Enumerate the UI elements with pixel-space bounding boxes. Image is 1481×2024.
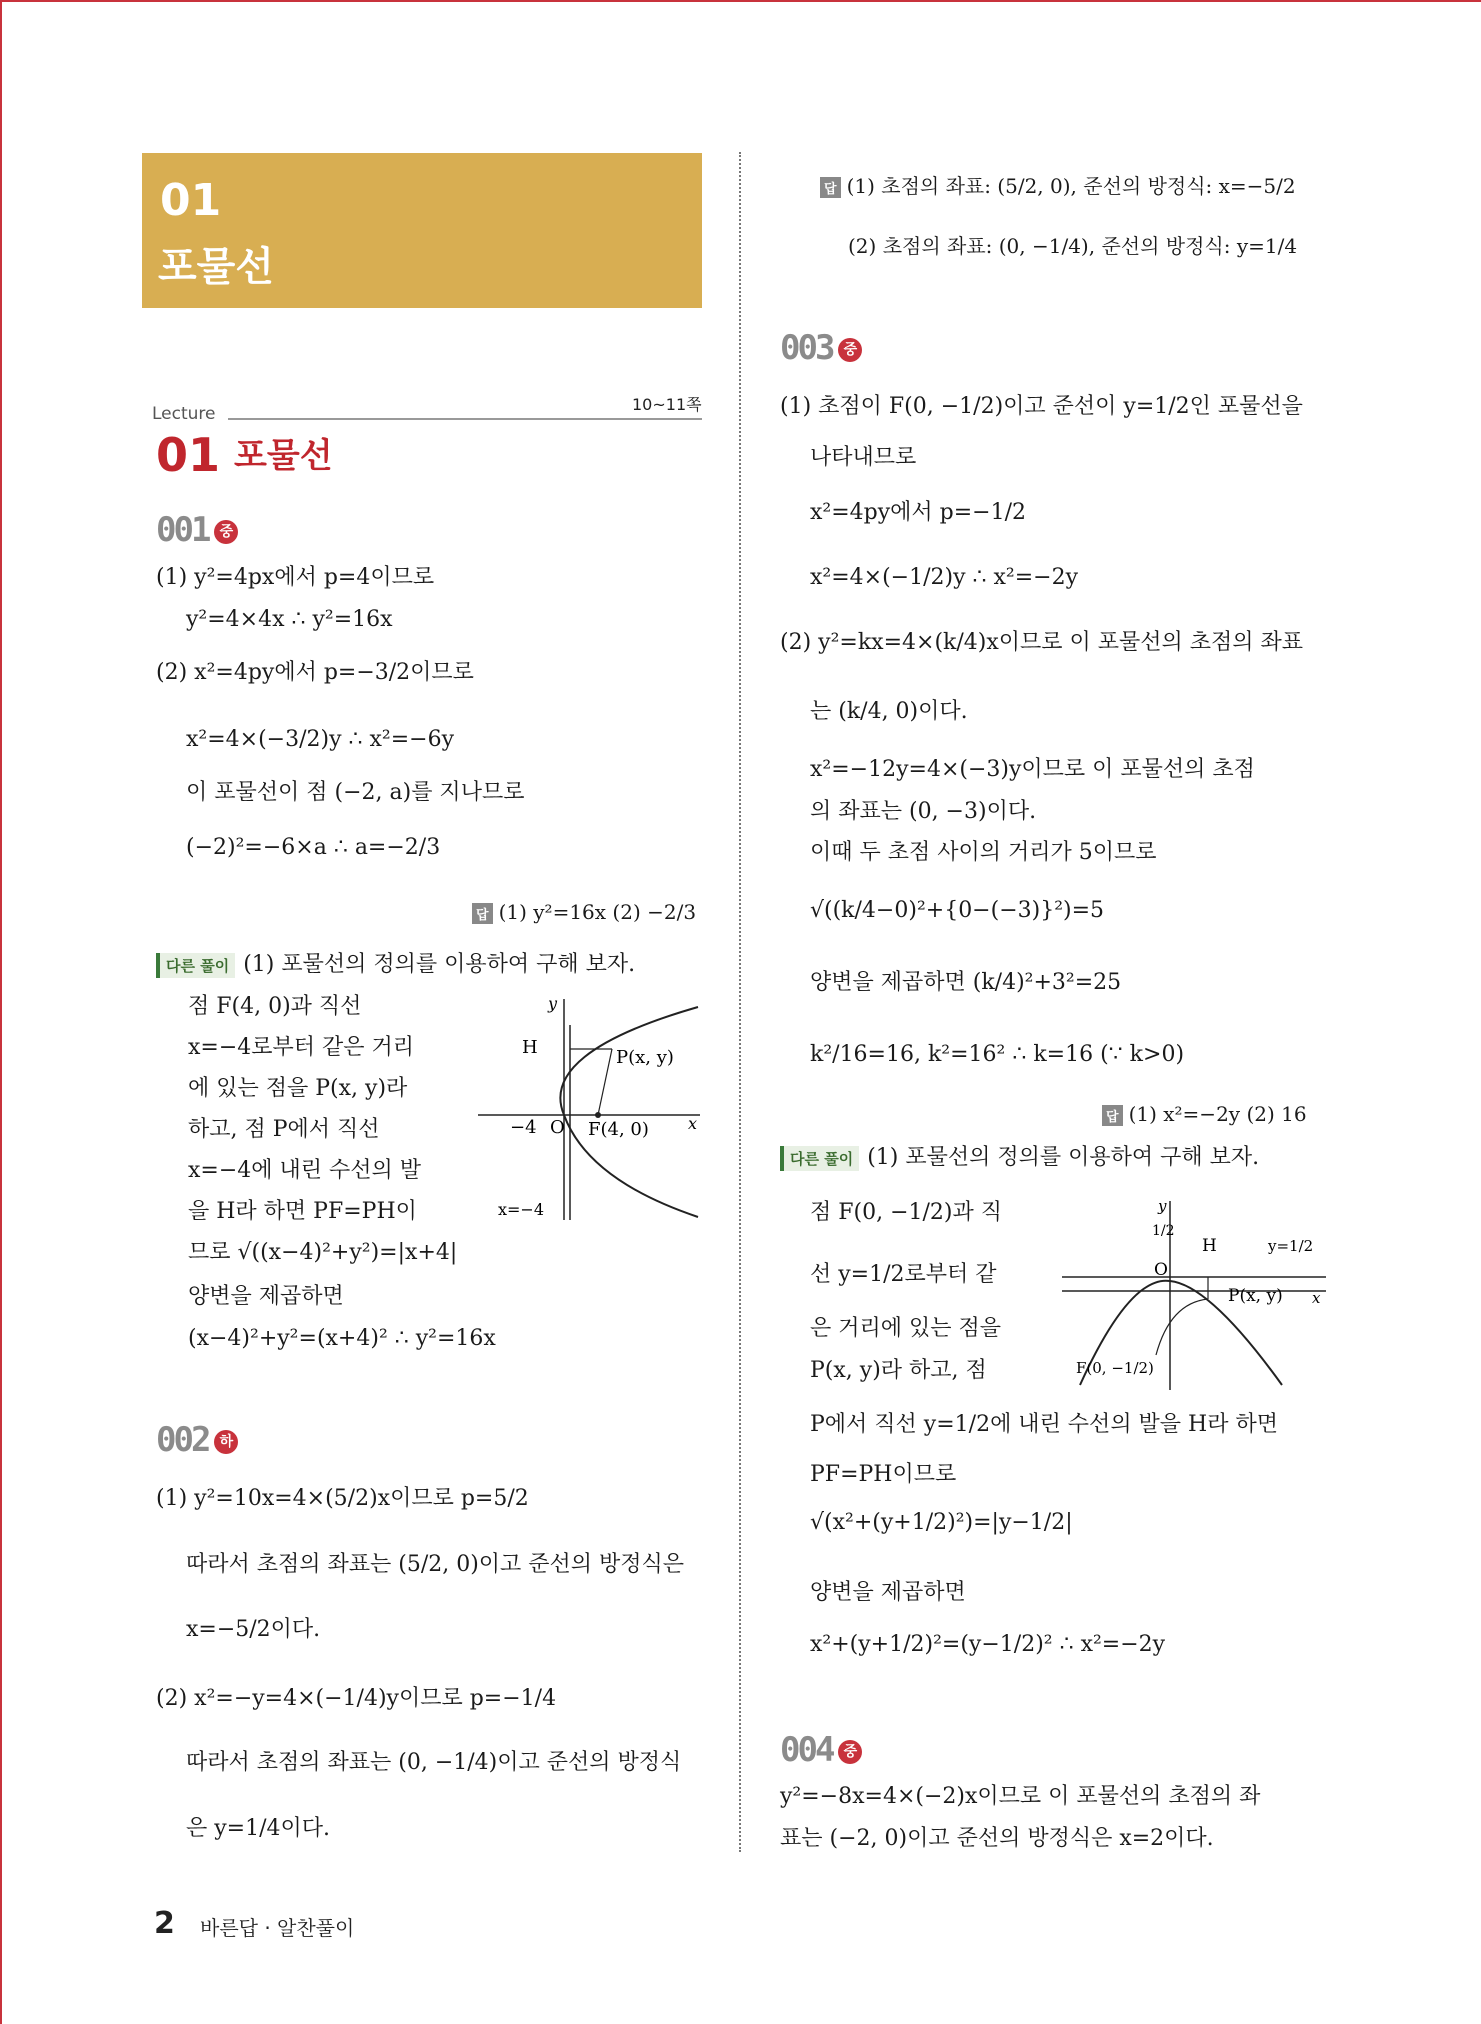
answer-text-1: (1) 초점의 좌표: (5/2, 0), 준선의 방정식: x=−5/2 xyxy=(846,174,1296,198)
chapter-title: 포물선 xyxy=(158,244,274,290)
problem-number: 004 xyxy=(780,1730,833,1770)
page-number: 2 xyxy=(154,1906,175,1941)
problem-number: 002 xyxy=(156,1420,209,1460)
p003-line-3: x²=4py에서 p=−1/2 xyxy=(810,500,1027,525)
p004-line-2: 표는 (−2, 0)이고 준선의 방정식은 x=2이다. xyxy=(780,1826,1214,1851)
label-x-axis: x xyxy=(1312,1289,1321,1307)
p003-line-12: k²/16=16, k²=16² ∴ k=16 (∵ k>0) xyxy=(810,1042,1185,1067)
p003-line-10: √((k/4−0)²+{0−(−3)}²)=5 xyxy=(810,898,1105,923)
p003-line-6: 는 (k/4, 0)이다. xyxy=(810,699,968,724)
alt-solution-tag: 다른 풀이 xyxy=(780,1146,859,1171)
p001-alt-line-2: 점 F(4, 0)과 직선 xyxy=(188,994,362,1019)
label-directrix: y=1/2 xyxy=(1268,1237,1314,1255)
label-half: 1/2 xyxy=(1152,1223,1175,1239)
p001-alt-heading xyxy=(156,950,635,980)
problem-number: 001 xyxy=(156,510,209,550)
answer-tag: 답 xyxy=(1102,1105,1123,1126)
label-origin: O xyxy=(550,1117,565,1138)
p001-line-2: y²=4×4x ∴ y²=16x xyxy=(186,607,393,632)
p001-alt-line-5: 하고, 점 P에서 직선 xyxy=(188,1117,380,1142)
label-p: P(x, y) xyxy=(616,1047,674,1068)
label-directrix: x=−4 xyxy=(498,1200,545,1219)
p001-line-5: 이 포물선이 점 (−2, a)를 지나므로 xyxy=(186,780,525,805)
problem-number: 003 xyxy=(780,328,833,368)
footer-text: 바른답 · 알찬풀이 xyxy=(200,1916,355,1940)
chapter-number: 01 xyxy=(160,175,222,226)
label-p: P(x, y) xyxy=(1228,1286,1283,1306)
p001-alt-line-10: (x−4)²+y²=(x+4)² ∴ y²=16x xyxy=(188,1326,496,1351)
alt-solution-tag: 다른 풀이 xyxy=(156,953,235,978)
segment-pf xyxy=(598,1049,612,1115)
p003-alt-line-9: 양변을 제곱하면 xyxy=(810,1580,966,1605)
p002-line-2: 따라서 초점의 좌표는 (5/2, 0)이고 준선의 방정식은 xyxy=(186,1552,685,1577)
p003-alt-line-8: √(x²+(y+1/2)²)=|y−1/2| xyxy=(810,1510,1073,1535)
label-h: H xyxy=(1202,1236,1217,1256)
page-edge-top xyxy=(0,0,1481,2)
problem-003-heading xyxy=(780,328,862,368)
label-focus: F(4, 0) xyxy=(588,1119,649,1140)
p002-line-5: 따라서 초점의 좌표는 (0, −1/4)이고 준선의 방정식 xyxy=(186,1750,682,1775)
p003-alt-line-6: P에서 직선 y=1/2에 내린 수선의 발을 H라 하면 xyxy=(810,1412,1278,1437)
segment-pf xyxy=(1156,1299,1208,1355)
problem-002-heading xyxy=(156,1420,238,1460)
problem-004-heading xyxy=(780,1730,862,1770)
label-y-axis: y xyxy=(548,995,558,1013)
p003-answer xyxy=(1102,1102,1307,1126)
p003-alt-line-4: 은 거리에 있는 점을 xyxy=(810,1316,1001,1341)
label-x-axis: x xyxy=(688,1114,698,1133)
answer-text: (1) y²=16x (2) −2/3 xyxy=(498,900,697,924)
difficulty-badge: 중 xyxy=(838,1740,862,1764)
chapter-header xyxy=(142,153,702,308)
parabola-curve xyxy=(560,1007,698,1217)
p001-alt-line-9: 양변을 제곱하면 xyxy=(188,1284,344,1309)
p001-line-3: (2) x²=4py에서 p=−3/2이므로 xyxy=(156,660,474,685)
p002-line-4: (2) x²=−y=4×(−1/4)y이므로 p=−1/4 xyxy=(156,1686,557,1711)
p001-alt-line-6: x=−4에 내린 수선의 발 xyxy=(188,1158,422,1183)
p001-alt-line-4: 에 있는 점을 P(x, y)라 xyxy=(188,1076,408,1101)
label-neg4: −4 xyxy=(510,1117,537,1138)
column-divider xyxy=(739,152,741,1852)
alt-line-1: (1) 포물선의 정의를 이용하여 구해 보자. xyxy=(243,952,636,977)
p001-line-6: (−2)²=−6×a ∴ a=−2/3 xyxy=(186,835,441,860)
p001-alt-line-7: 을 H라 하면 PF=PH이 xyxy=(188,1199,417,1224)
label-focus: F(0, −1/2) xyxy=(1076,1359,1154,1377)
p002-line-6: 은 y=1/4이다. xyxy=(186,1816,331,1841)
p003-line-7: x²=−12y=4×(−3)y이므로 이 포물선의 초점 xyxy=(810,757,1255,782)
lecture-number: 01 xyxy=(156,428,221,482)
focus-point xyxy=(595,1112,601,1118)
answer-text: (1) x²=−2y (2) 16 xyxy=(1128,1102,1307,1126)
p001-answer xyxy=(472,900,696,924)
p003-alt-heading xyxy=(780,1143,1259,1173)
problem-001-heading xyxy=(156,510,238,550)
p001-line-4: x²=4×(−3/2)y ∴ x²=−6y xyxy=(186,727,455,752)
lecture-label: Lecture xyxy=(152,404,216,424)
answer-tag: 답 xyxy=(820,177,841,198)
p004-line-1: y²=−8x=4×(−2)x이므로 이 포물선의 초점의 좌 xyxy=(780,1784,1261,1809)
p003-line-8: 의 좌표는 (0, −3)이다. xyxy=(810,799,1037,824)
label-y-axis: y xyxy=(1158,1197,1167,1215)
p003-line-2: 나타내므로 xyxy=(810,445,917,470)
p003-line-5: (2) y²=kx=4×(k/4)x이므로 이 포물선의 초점의 좌표 xyxy=(780,630,1304,655)
p003-alt-line-10: x²+(y+1/2)²=(y−1/2)² ∴ x²=−2y xyxy=(810,1632,1166,1657)
label-origin: O xyxy=(1154,1260,1168,1280)
answer-tag: 답 xyxy=(472,903,493,924)
p002-line-3: x=−5/2이다. xyxy=(186,1617,321,1642)
p003-line-11: 양변을 제곱하면 (k/4)²+3²=25 xyxy=(810,970,1122,995)
difficulty-badge: 하 xyxy=(214,1430,238,1454)
difficulty-badge: 중 xyxy=(214,520,238,544)
p001-line-1: (1) y²=4px에서 p=4이므로 xyxy=(156,565,435,590)
lecture-title: 포물선 xyxy=(234,436,333,476)
lecture-rule xyxy=(228,418,702,420)
p003-alt-line-5: P(x, y)라 하고, 점 xyxy=(810,1358,987,1383)
p001-alt-line-3: x=−4로부터 같은 거리 xyxy=(188,1035,415,1060)
p001-alt-line-8: 므로 √((x−4)²+y²)=|x+4| xyxy=(188,1240,458,1265)
p003-alt-line-2: 점 F(0, −1/2)과 직 xyxy=(810,1200,1002,1225)
p003-alt-line-7: PF=PH이므로 xyxy=(810,1462,957,1487)
difficulty-badge: 중 xyxy=(838,338,862,362)
label-h: H xyxy=(522,1037,538,1058)
lecture-pages: 10~11쪽 xyxy=(632,395,702,414)
p001-parabola-graph xyxy=(478,995,704,1225)
p002-answer-2: (2) 초점의 좌표: (0, −1/4), 준선의 방정식: y=1/4 xyxy=(848,234,1298,258)
p003-line-9: 이때 두 초점 사이의 거리가 5이므로 xyxy=(810,840,1157,865)
p003-parabola-graph xyxy=(1060,1195,1338,1395)
p002-answer-1 xyxy=(820,170,1296,199)
alt-line-1: (1) 포물선의 정의를 이용하여 구해 보자. xyxy=(867,1145,1260,1170)
p003-line-4: x²=4×(−1/2)y ∴ x²=−2y xyxy=(810,565,1079,590)
p003-line-1: (1) 초점이 F(0, −1/2)이고 준선이 y=1/2인 포물선을 xyxy=(780,394,1303,419)
p003-alt-line-3: 선 y=1/2로부터 같 xyxy=(810,1262,997,1287)
p002-line-1: (1) y²=10x=4×(5/2)x이므로 p=5/2 xyxy=(156,1486,529,1511)
page-edge-left xyxy=(0,0,2,2024)
